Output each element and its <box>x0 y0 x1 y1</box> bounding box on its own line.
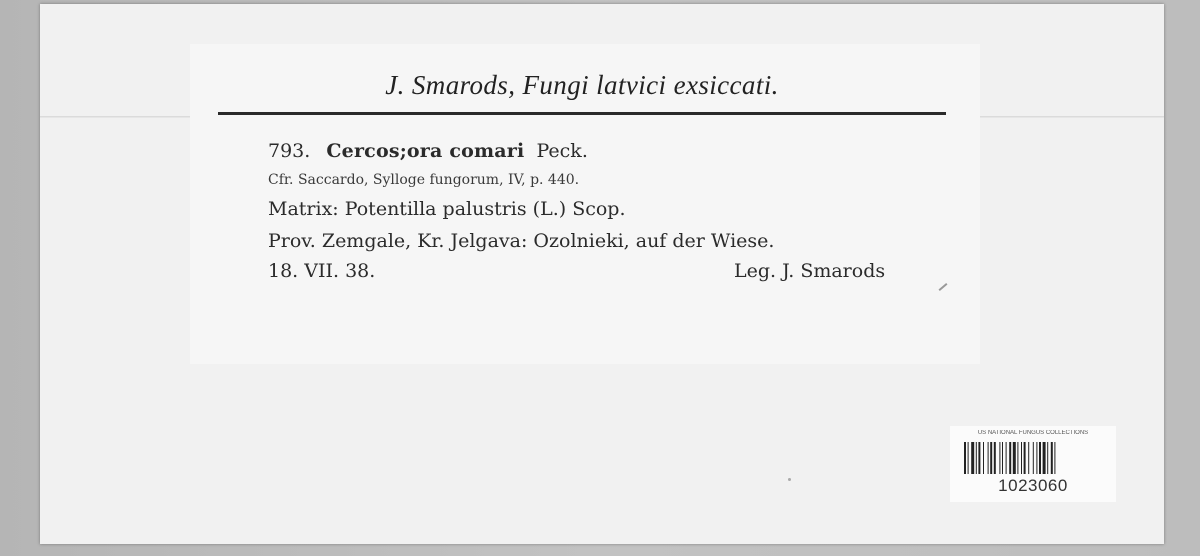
barcode-caption: US NATIONAL FUNGUS COLLECTIONS <box>977 430 1089 436</box>
specimen-name-line <box>268 140 588 162</box>
specimen-number: 793. <box>268 140 311 162</box>
title-rule <box>218 112 946 115</box>
locality-line: Prov. Zemgale, Kr. Jelgava: Ozolnieki, auf der Wiese. <box>268 230 775 252</box>
barcode-label <box>950 426 1116 502</box>
label-title: J. Smarods, Fungi latvici exsiccati. <box>385 70 779 100</box>
barcode-icon <box>964 442 1104 474</box>
species-author: Peck. <box>536 140 588 162</box>
collection-date: 18. VII. 38. <box>268 260 376 282</box>
literature-reference: Cfr. Saccardo, Sylloge fungorum, IV, p. 440. <box>268 172 580 188</box>
paper-speck <box>788 478 791 481</box>
matrix-line: Matrix: Potentilla palustris (L.) Scop. <box>268 198 626 220</box>
collector-name: Leg. J. Smarods <box>734 260 886 282</box>
species-name: Cercos;ora comari <box>326 140 525 162</box>
barcode-number: 1023060 <box>998 476 1068 495</box>
